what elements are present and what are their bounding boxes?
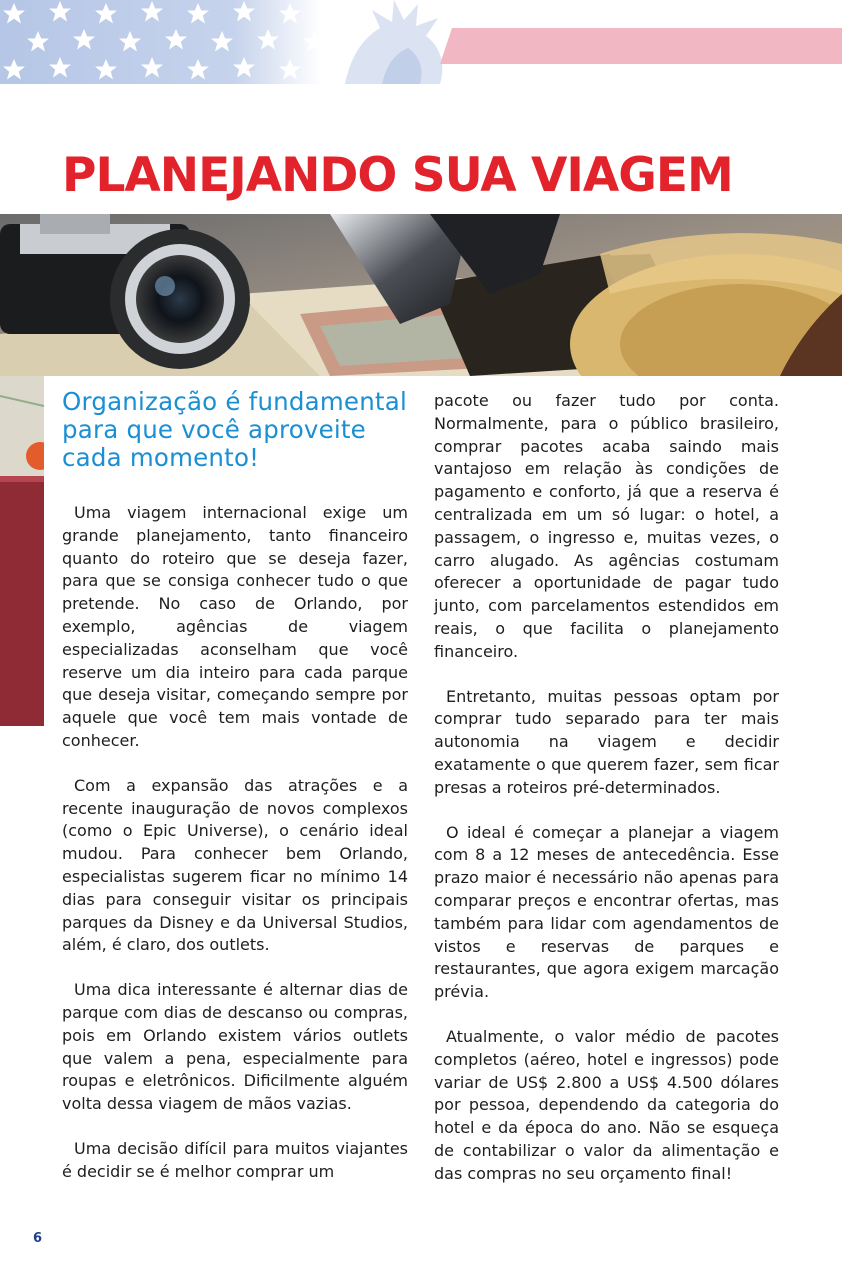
flag-banner	[0, 0, 842, 90]
article-paragraph: Atualmente, o valor médio de pacotes completos (aéreo, hotel e ingressos) pode variar de US$ 2.800 a US$ 4.500 dólares por pessoa, dependendo da categoria do hotel e da época do ano. Não se esqueça de contabilizar o valor da alimentação e das compras no seu orçamento final!	[434, 1026, 779, 1183]
article-paragraph: Uma decisão difícil para muitos viajantes é decidir se é melhor comprar um	[62, 1138, 408, 1181]
travel-photo	[0, 214, 842, 376]
article-column-left	[62, 388, 408, 1206]
article-paragraph: pacote ou fazer tudo por conta. Normalmente, para o público brasileiro, comprar pacotes acaba saindo mais vantajoso em relação às condições de pagamento e conforto, já que a reserva é centralizada em um só lugar: o hotel, a passagem, o ingresso e, muitas vezes, o carro alugado. As agências costumam oferecer a oportunidade de pagar tudo junto, com parcelamentos estendidos em reais, o que facilita o planejamento financeiro.	[434, 391, 779, 661]
article-subheading: Organização é fundamental para que você aproveite cada momento!	[62, 387, 407, 472]
article-paragraph: Com a expansão das atrações e a recente inauguração de novos complexos (como o Epic Universe), o cenário ideal mudou. Para conhecer bem Orlando, especialistas sugerem ficar no mínimo 14 dias para conseguir visitar os principais parques da Disney e da Universal Studios, além, é claro, dos outlets.	[62, 775, 408, 955]
article-paragraph: O ideal é começar a planejar a viagem com 8 a 12 meses de antecedência. Esse prazo maior é necessário não apenas para comparar preços e encontrar ofertas, mas também para lidar com agendamentos de vistos e reservas de parques e restaurantes, que agora exigem marcação prévia.	[434, 822, 779, 1002]
article-column-right	[434, 390, 779, 1208]
article-paragraph: Entretanto, muitas pessoas optam por comprar tudo separado para ter mais autonomia na viagem e decidir exatamente o que querem fazer, sem ficar presas a roteiros pré-determinados.	[434, 686, 779, 797]
page-number: 6	[33, 1231, 43, 1246]
photo-side-strip	[0, 376, 44, 726]
article-paragraph: Uma viagem internacional exige um grande planejamento, tanto financeiro quanto do roteiro que se deseja fazer, para que se consiga conhecer tudo o que pretende. No caso de Orlando, por exemplo, agências de viagem especializadas aconselham que você reserve um dia inteiro para cada parque que deseja visitar, começando sempre por aquele que você tem mais vontade de conhecer.	[62, 503, 408, 750]
page-title: PLANEJANDO SUA VIAGEM	[62, 148, 733, 203]
article-paragraph: Uma dica interessante é alternar dias de parque com dias de descanso ou compras, pois em Orlando existem vários outlets que valem a pena, especialmente para roupas e eletrônicos. Dificilmente alguém volta dessa viagem de mãos vazias.	[62, 980, 408, 1114]
